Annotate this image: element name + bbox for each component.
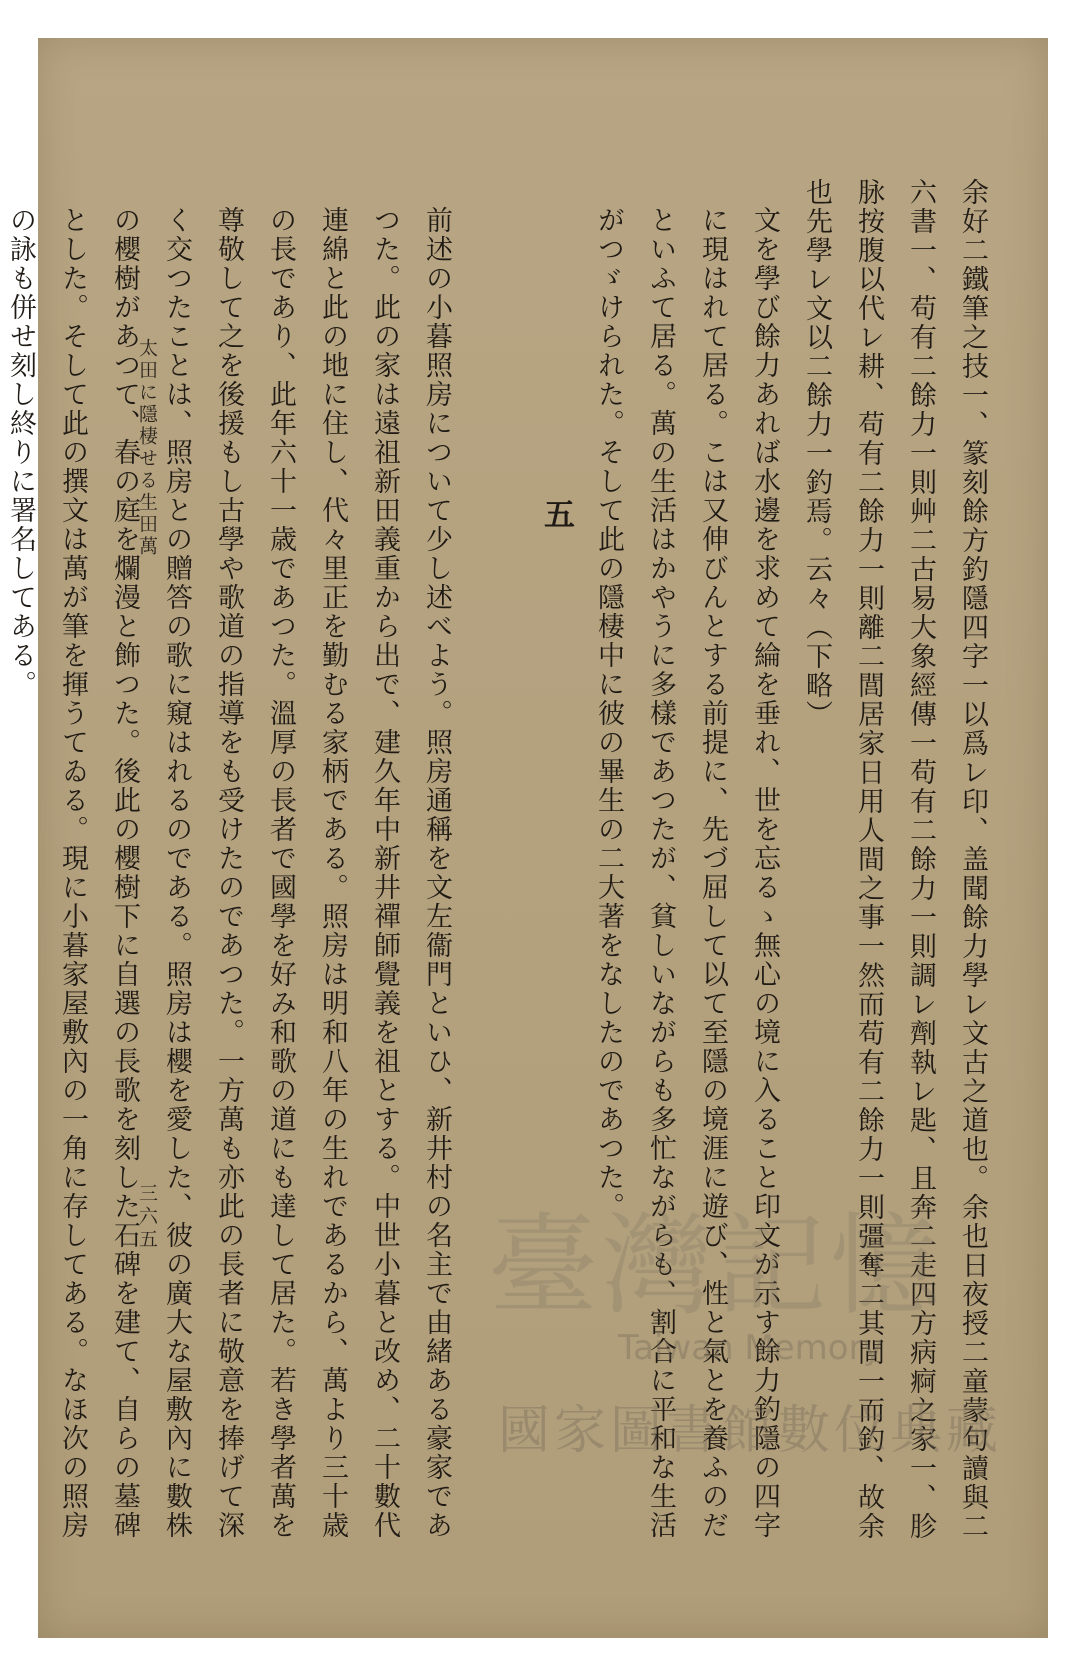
paragraph: 文を學び餘力あれば水邊を求めて綸を垂れ、世を忘るゝ無心の境に入ること印文が示す餘力釣隱の四字に現はれて居る。こは又伸びんとする前提に、先づ屈して以て至隱の境涯に遊び、性と氣とを養ふのだといふて居る。萬の生活はかやうに多樣であつたが、貧しいながらも多忙ながらも、割合に平和な生活がつゞけられた。そして此の隱棲中に彼の畢生の二大著をなしたのであつた。 [593, 206, 780, 1540]
kanbun-quote: 余好二鐵筆之技一、篆刻餘方釣隱四字一以爲レ印、盖聞餘力學レ文古之道也。余也日夜授二童蒙句讀與二六書一、苟有二餘力一則艸二古易大象經傳一苟有二餘力一則調レ劑執レ匙、且奔二走四方病痾之家一、胗脉按腹以代レ耕、苟有二餘力一則離二閭居家日用人間之事一然而苟有二餘力一則彊奪二其間一而釣、故余也先學レ文以二餘力一釣焉。云々（下略） [801, 178, 988, 1541]
running-head: 太田に隱棲せる生田萬 [136, 338, 158, 558]
watermark-script-text: 臺灣記憶 [488, 1202, 944, 1330]
watermark-chinese-text: 國家圖書館數位典藏 [498, 1401, 1003, 1461]
paragraph: 前述の小暮照房について少し述べよう。照房通稱を文左衞門といひ、新井村の名主で由緒ある豪家であつた。此の家は遠祖新田義重から出で、建久年中新井禪師覺義を祖とする。中世小暮と改め、二十數代連綿と此の地に住し、代々里正を勤むる家柄である。照房は明和八年の生れであるから、萬より三十歳の長であり、此年六十一歳であつた。溫厚の長者で國學を好み和歌の道にも達して居た。若き學者萬を尊敬して之を後援もし古學や歌道の指導をも受けたのであつた。一方萬も亦此の長者に敬意を捧げて深く交つたことは、照房との贈答の歌に窺はれるのである。照房は櫻を愛した、彼の廣大な屋敷內に數株の櫻樹があつて、春の庭を爛漫と飾つた。後此の櫻樹下に自選の長歌を刻した石碑を建て、自らの墓碑とした。そして此の撰文は萬が筆を揮うてゐる。現に小暮家屋敷內の一角に存してある。なほ次の照房の詠も併せ刻し終りに署名してある。 [5, 206, 452, 1540]
scanned-page [5, 38, 1048, 1638]
section-number: 五 [538, 498, 574, 531]
page-number: 三六五 [136, 1183, 158, 1252]
watermark-english-text: Taiwan Memory [618, 1328, 883, 1368]
